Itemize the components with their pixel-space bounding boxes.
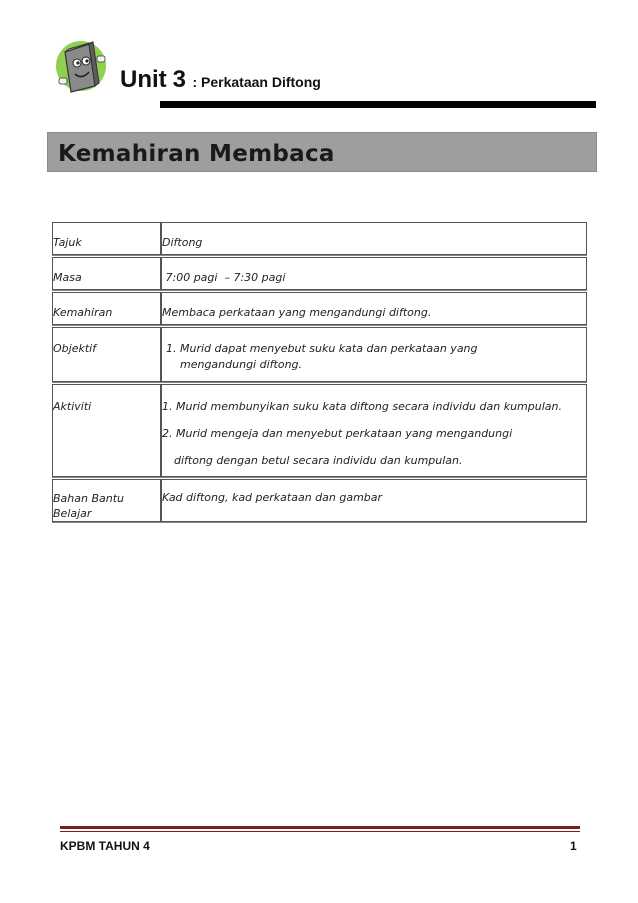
- label-cell: [52, 257, 161, 290]
- aktiviti-label: Aktiviti: [53, 400, 92, 413]
- bahan-label-line-2: Belajar: [53, 507, 92, 520]
- value-cell: [161, 222, 587, 255]
- unit-heading: [120, 66, 321, 94]
- label-cell: [52, 479, 161, 522]
- aktiviti-line-3: diftong dengan betul secara individu dan kumpulan.: [174, 454, 463, 467]
- tajuk-value: Diftong: [162, 236, 203, 249]
- label-cell: [52, 292, 161, 325]
- unit-subtitle: : Perkataan Diftong: [192, 74, 321, 90]
- table-row-aktiviti: [52, 384, 587, 477]
- table-row-tajuk: [52, 222, 587, 255]
- unit-word: Unit: [120, 66, 167, 93]
- masa-value: 7:00 pagi – 7:30 pagi: [162, 271, 286, 284]
- aktiviti-line-2: 2. Murid mengeja dan menyebut perkataan yang mengandungi: [162, 427, 513, 440]
- bahan-value: Kad diftong, kad perkataan dan gambar: [162, 491, 383, 504]
- section-title: Kemahiran Membaca: [58, 141, 335, 167]
- value-cell: [161, 384, 587, 477]
- objektif-line-1: 1. Murid dapat menyebut suku kata dan perkataan yang: [166, 342, 478, 355]
- tajuk-label: Tajuk: [53, 236, 82, 249]
- unit-number: 3: [172, 66, 187, 93]
- table-row-masa: [52, 257, 587, 290]
- kemahiran-value: Membaca perkataan yang mengandungi diftong.: [162, 306, 432, 319]
- bahan-label-line-1: Bahan Bantu: [53, 492, 125, 505]
- value-cell: [161, 479, 587, 522]
- objektif-label: Objektif: [53, 342, 97, 355]
- label-cell: [52, 327, 161, 382]
- aktiviti-line-1: 1. Murid membunyikan suku kata diftong secara individu dan kumpulan.: [162, 400, 562, 413]
- footer-rule: [60, 826, 580, 829]
- masa-label: Masa: [53, 271, 82, 284]
- kemahiran-label: Kemahiran: [53, 306, 113, 319]
- label-cell: [52, 222, 161, 255]
- title-underline: [160, 101, 596, 108]
- section-band: [47, 132, 597, 172]
- table-row-kemahiran: [52, 292, 587, 325]
- label-cell: [52, 384, 161, 477]
- footer-label: KPBM TAHUN 4: [60, 839, 150, 853]
- page-number: 1: [570, 839, 577, 853]
- value-cell: [161, 327, 587, 382]
- book-mascot-icon: [55, 36, 113, 98]
- value-cell: [161, 292, 587, 325]
- lesson-plan-table: [52, 220, 587, 524]
- objektif-line-2: mengandungi diftong.: [180, 358, 303, 371]
- footer-rule-thin: [60, 831, 580, 832]
- table-row-objektif: [52, 327, 587, 382]
- table-row-bahan: [52, 479, 587, 522]
- value-cell: [161, 257, 587, 290]
